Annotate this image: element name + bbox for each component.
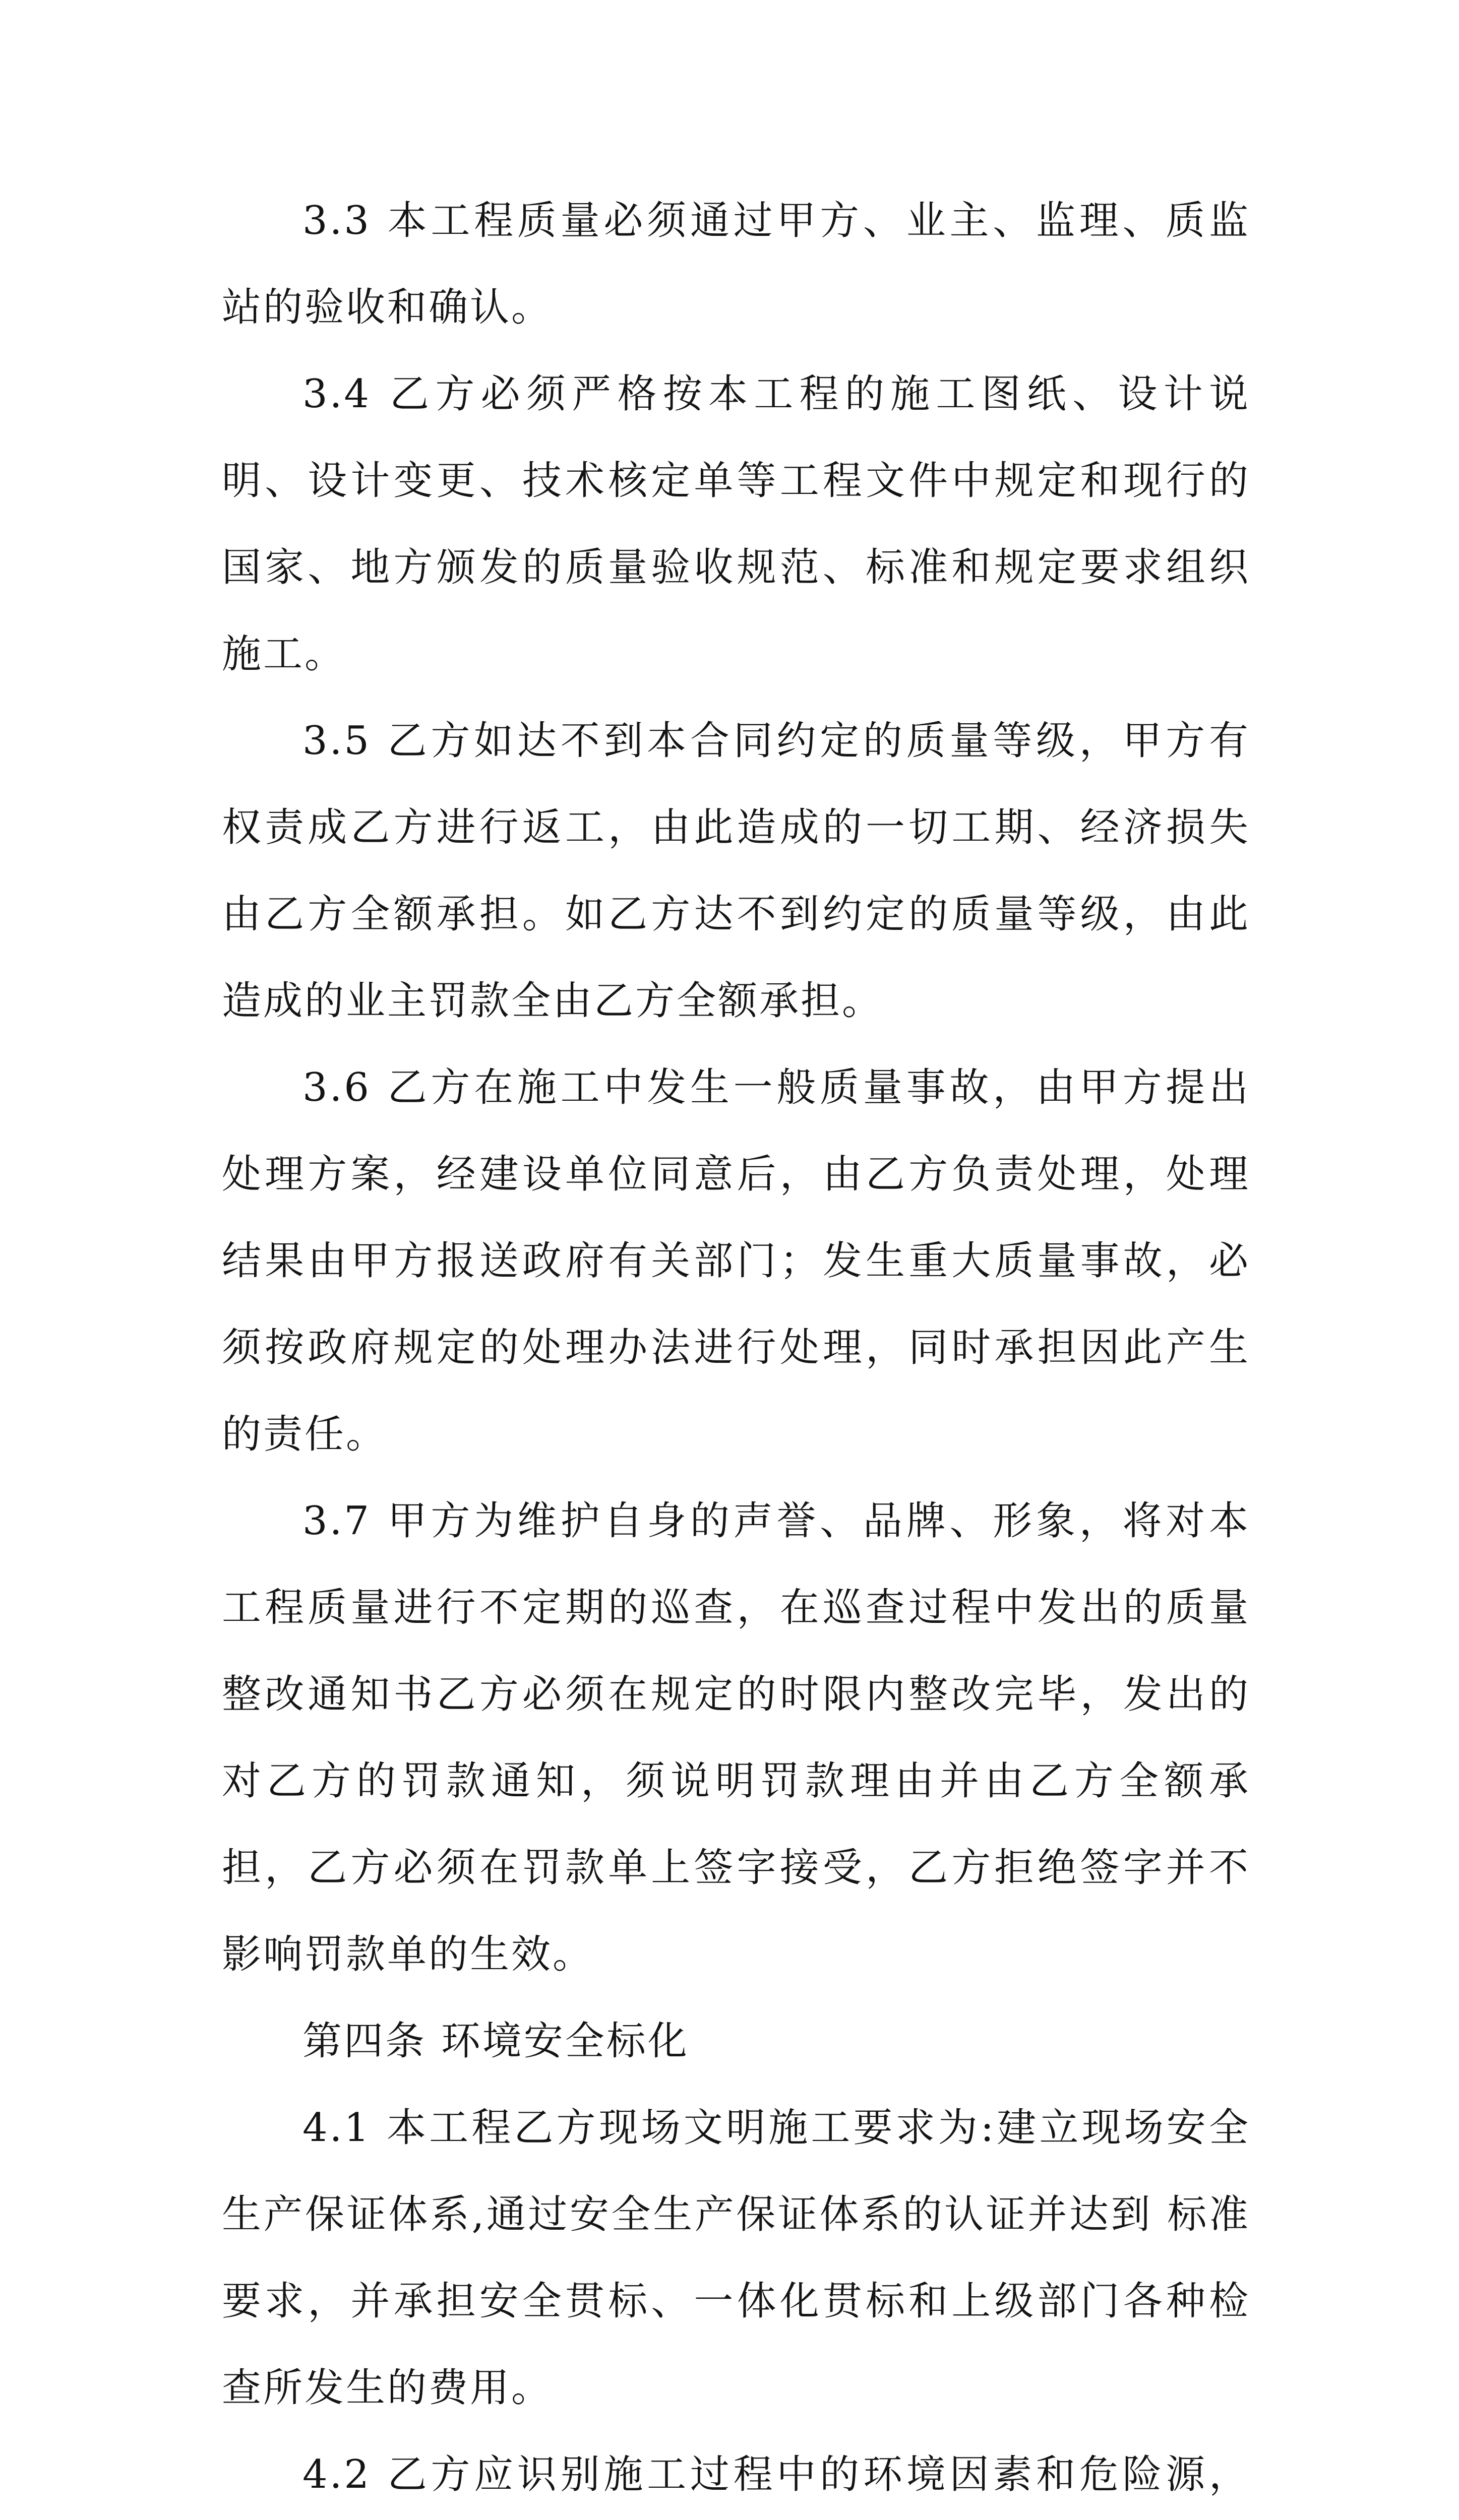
- clause-3-7: 3.7 甲方为维护自身的声誉、品牌、形象，将对本工程质量进行不定期的巡查，在巡查过程中发出的质量整改通知书乙方必须在规定的时限内整改完毕，发出的对乙方的罚款通知，须说明罚款理由并由乙方全额承担，乙方必须在罚款单上签字接受，乙方拒绝签字并不影响罚款单的生效。: [222, 1498, 1250, 1977]
- clause-3-5: 3.5 乙方如达不到本合同约定的质量等级，甲方有权责成乙方进行返工，由此造成的一切工期、经济损失由乙方全额承担。如乙方达不到约定的质量等级，由此造成的业主罚款全由乙方全额承担。: [222, 718, 1250, 1024]
- section-heading-article-4: 第四条 环境安全标化: [302, 2019, 689, 2064]
- clause-4-2: 4.2 乙方应识别施工过程中的环境因素和危险源，: [302, 2452, 1250, 2497]
- clause-3-6: 3.6 乙方在施工中发生一般质量事故，由甲方提出处理方案，经建设单位同意后，由乙方负责处理，处理结果由甲方报送政府有关部门；发生重大质量事故，必须按政府规定的处理办法进行处理，同时承担因此产生的责任。: [222, 1065, 1250, 1457]
- clause-4-1: 4.1 本工程乙方现场文明施工要求为:建立现场安全生产保证体系,通过安全生产保证体系的认证并达到 标准要求，并承担安全贯标、一体化贯标和上级部门各种检查所发生的费用。: [222, 2105, 1250, 2411]
- clause-3-4: 3.4 乙方必须严格按本工程的施工图纸、设计说明、设计变更、技术核定单等工程文件中规定和现行的国家、地方颁发的质量验收规范、标准和规定要求组织施工。: [222, 371, 1250, 677]
- clause-3-3: 3.3 本工程质量必须通过甲方、业主、监理、质监站的验收和确认。: [222, 198, 1250, 330]
- document-body: [222, 177, 1250, 2520]
